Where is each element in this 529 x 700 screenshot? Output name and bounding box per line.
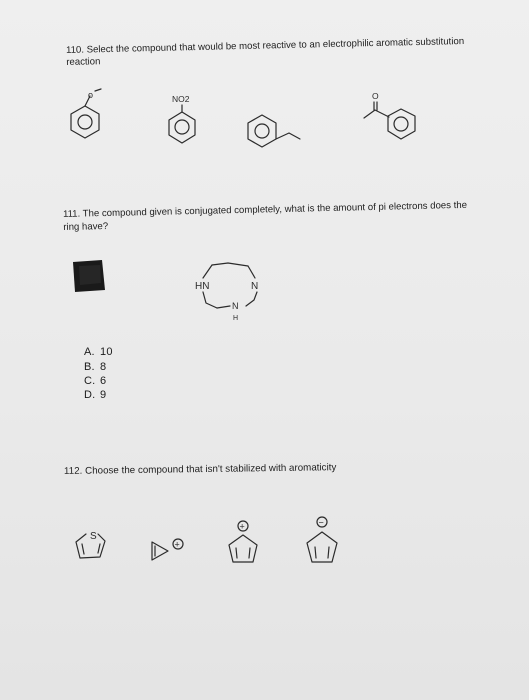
q110-text-line1: 110. Select the compound that would be most reactive to an electrophilic aromatic substitution	[65, 35, 465, 56]
option-c	[84, 375, 106, 387]
option-c-value: 6	[100, 375, 107, 387]
q111-ring-structure	[195, 263, 258, 322]
q112-text: 112. Choose the compound that isn't stabilized with aromaticity	[63, 462, 337, 477]
ring-n-label: N	[251, 281, 259, 292]
cyclopentadienyl-cation-structure	[229, 521, 257, 562]
ethylbenzene-structure	[248, 115, 300, 147]
cation-plus-label: +	[174, 539, 180, 550]
q111-text-line2: ring have?	[63, 220, 109, 233]
thiophene-s-label: S	[90, 531, 97, 542]
ring-hn-label: HN	[195, 281, 210, 292]
nitrobenzene-structure	[169, 94, 195, 143]
q111-text-line1: 111. The compound given is conjugated completely, what is the amount of pi electrons does the	[62, 199, 468, 220]
ring-nh-h-label: H	[233, 315, 239, 322]
option-d-value: 9	[100, 389, 107, 401]
option-d-key: D.	[84, 389, 96, 401]
phenoxide-o-label: o	[88, 90, 94, 100]
carbonyl-o-label: O	[372, 91, 379, 101]
thiophene-structure	[76, 531, 105, 558]
cp-anion-minus-label: −	[318, 517, 324, 528]
phenoxide-structure	[71, 89, 101, 138]
option-b-key: B.	[84, 361, 95, 373]
ring-nh-n-label: N	[232, 301, 239, 311]
option-a-key: A.	[84, 346, 95, 358]
option-b-value: 8	[100, 361, 107, 373]
cyclopropenyl-cation-structure	[152, 539, 183, 560]
acetophenone-structure	[364, 91, 415, 139]
cyclopentadienyl-anion-structure	[307, 517, 337, 562]
option-d	[84, 389, 106, 401]
option-a	[84, 346, 113, 358]
nitro-label: NO2	[172, 94, 190, 104]
redaction-block	[73, 260, 105, 292]
option-b	[84, 361, 106, 373]
cp-cation-plus-label: +	[239, 521, 245, 532]
option-c-key: C.	[84, 375, 96, 387]
q110-text-line2: reaction	[66, 56, 101, 68]
option-a-value: 10	[100, 346, 113, 358]
